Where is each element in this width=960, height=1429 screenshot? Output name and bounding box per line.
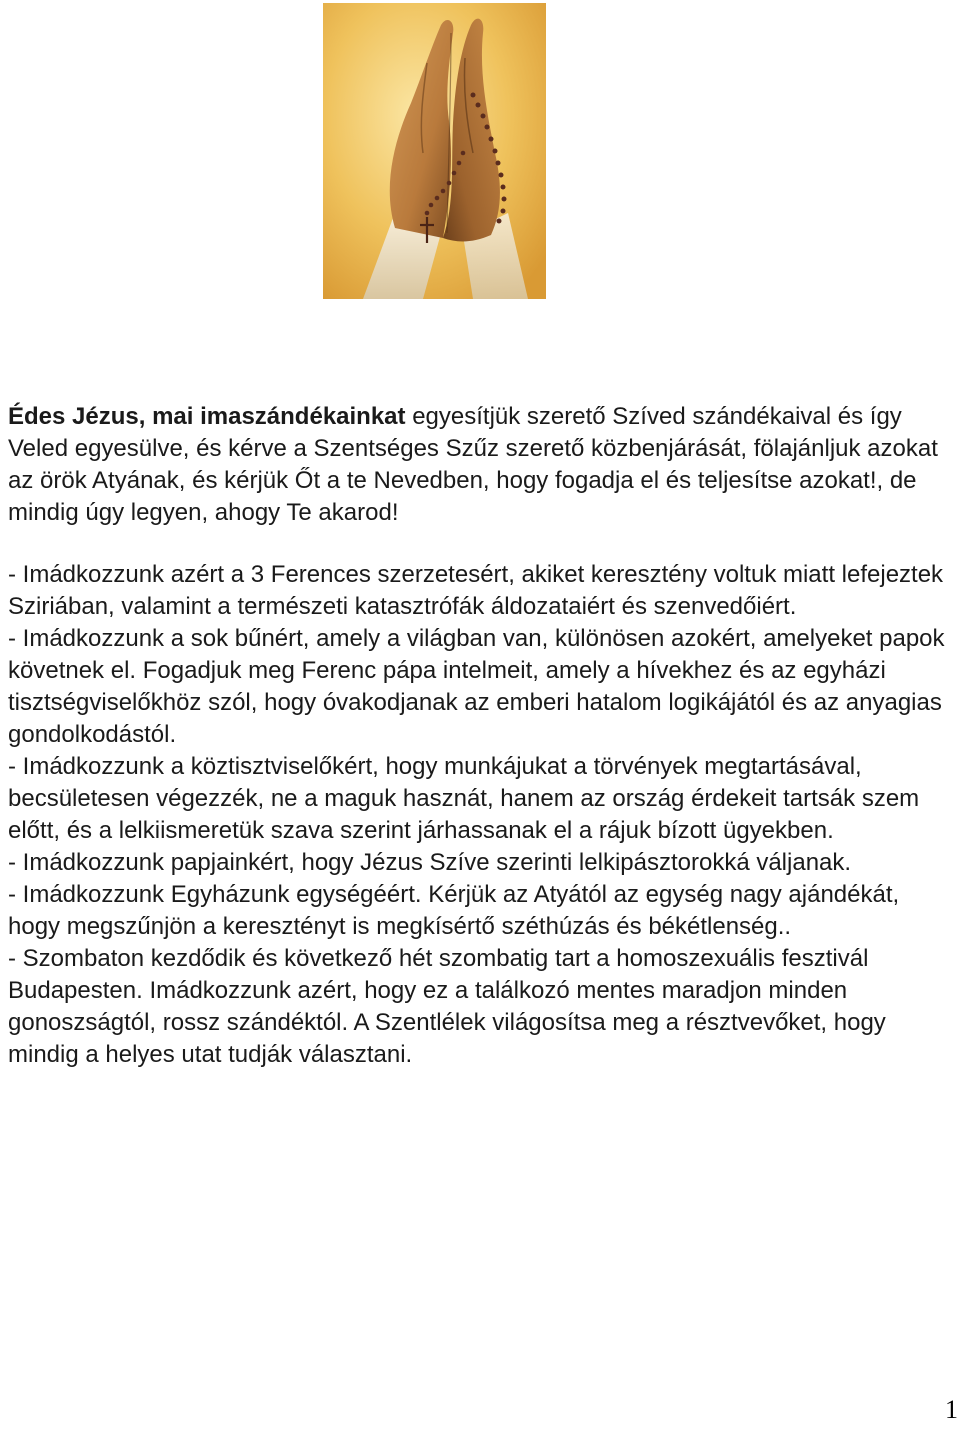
page-number: 1 — [945, 1395, 958, 1424]
intention-2: - Imádkozzunk a sok bűnért, amely a világban van, különösen azokért, amelyeket papok követnek el. Fogadjuk meg Ferenc pápa intelmeit, amely a hívekhez és az egyházi tisztségviselőkhöz szól, hogy óvakodjanak az emberi hatalom logikájától és az anyagias gondolkodástól. — [8, 625, 945, 748]
intro-paragraph — [8, 401, 952, 529]
prayer-text — [8, 401, 952, 1071]
intention-3: - Imádkozzunk a köztisztviselőkért, hogy munkájukat a törvények megtartásával, becsületesen végezzék, ne a maguk hasznát, hanem az ország érdekeit tartsák szem előtt, és a lelkiismeretük szava szerint járhassanak el a rájuk bízott ügyekben. — [8, 753, 920, 844]
intention-5: - Imádkozzunk Egyházunk egységéért. Kérjük az Atyától az egység nagy ajándékát, hogy megszűnjön a keresztényt is megkísértő széthúzás és békétlenség.. — [8, 881, 900, 940]
intention-4: - Imádkozzunk papjainkért, hogy Jézus Szíve szerinti lelkipásztorokká váljanak. — [8, 849, 852, 876]
intention-6: - Szombaton kezdődik és következő hét szombatig tart a homoszexuális fesztivál Budapesten. Imádkozzunk azért, hogy ez a találkozó mentes maradjon minden gonoszságtól, rossz szándéktól. A Szentlélek világosítsa meg a résztvevőket, hogy mindig a helyes utat tudják választani. — [8, 945, 886, 1068]
praying-hands-image — [323, 3, 546, 299]
intro-text: egyesítjük szerető Szíved szándékaival és így Veled egyesülve, és kérve a Szentséges Szűz szerető közbenjárását, fölajánljuk azokat az örök Atyának, és kérjük Őt a te Nevedben, hogy fogadja el és teljesítse azokat!, de mindig úgy legyen, ahogy Te akarod! — [8, 403, 938, 526]
intro-lead: Édes Jézus, mai imaszándékainkat — [8, 403, 406, 430]
intention-1: - Imádkozzunk azért a 3 Ferences szerzetesért, akiket keresztény voltuk miatt lefejeztek Sziriában, valamint a természeti katasztrófák áldozataiért és szenvedőiért. — [8, 561, 944, 620]
